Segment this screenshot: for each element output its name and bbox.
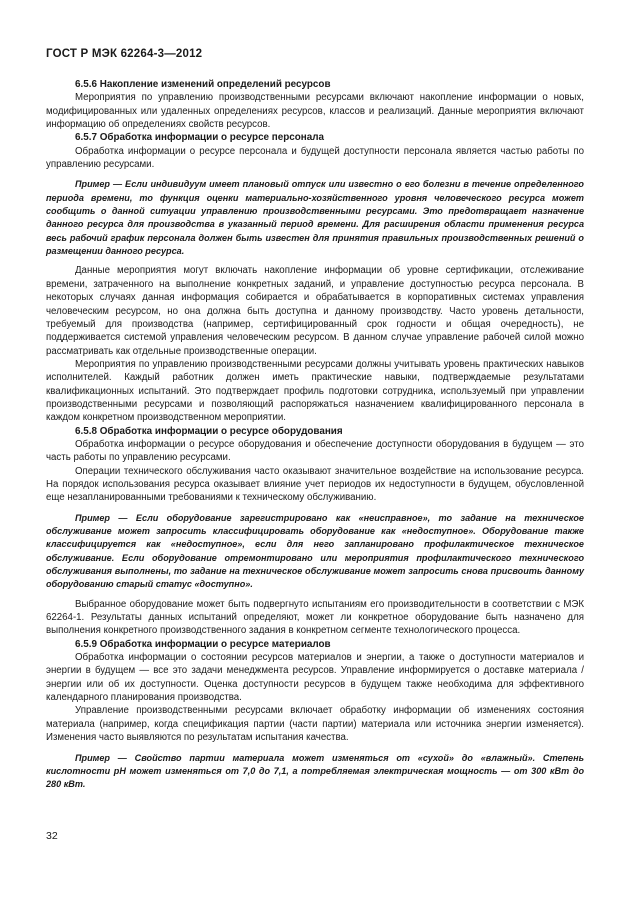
section-heading-6-5-8: 6.5.8 Обработка информации о ресурсе оборудования <box>75 425 343 437</box>
paragraph: Мероприятия по управлению производственными ресурсами включают накопление информации о новых, модифицированных или удаленных определениях ресурсов, классов и реализаций. Данные мероприятия включают информацию об определениях свойств ресурсов. <box>46 92 584 131</box>
paragraph: Обработка информации о состоянии ресурсов материалов и энергии, а также о доступности материалов и энергии в будущем — все это задачи менеджмента ресурсов. Управление информируется о доставке материала / энергии или об их доступности. Оценка доступности ресурсов в будущем также необходима для эффективного календарного планирования производства. <box>46 652 584 704</box>
example-note: Пример — Свойство партии материала может изменяться от «сухой» до «влажный». Степень кислотности pH может изменяться от 7,0 до 7,1, а потребляемая электрическая мощность — от 300 кВт до 280 кВт. <box>46 752 584 790</box>
section-heading-6-5-7: 6.5.7 Обработка информации о ресурсе персонала <box>75 132 325 144</box>
paragraph: Данные мероприятия могут включать накопление информации об уровне сертификации, отслеживание времени, затраченного на выполнение конкретных заданий, и управление доступностью ресурса персонала. В некоторых случаях данная информация собирается и обрабатывается в корпоративных системах управления человеческим ресурсом, но она должна быть доступна и данному производству. Часто уровень детальности, требуемый для производства (например, сертифицированный срок годности и общая очередность), не поддерживается системой управления человеческим ресурсом. В данном случае управление рабочей силой можно рассматривать как отдельные производственные операции. <box>46 265 584 357</box>
paragraph: Операции технического обслуживания часто оказывают значительное воздействие на использование ресурса. На порядок использования ресурса оказывает влияние учет периодов их недоступности в будущем, обусловленной еще незапланированными требованиями к техническому обслуживанию. <box>46 465 584 504</box>
paragraph: Обработка информации о ресурсе персонала и будущей доступности персонала является частью работы по управлению ресурсами. <box>46 145 584 171</box>
page-body <box>46 78 584 798</box>
example-note: Пример — Если индивидуум имеет плановый отпуск или известно о его болезни в течение определенного периода времени, то функция оценки материально-хозяйственного уровня человеческого ресурса может сообщить о данной ситуации управлению производственными ресурсами. Это предотвращает назначение данного ресурса для производства в указанный период времени. Для расширения области применения ресурса весь рабочий график персонала должен быть известен для принятия правильных производственных решений о размещении данного ресурса. <box>46 179 584 257</box>
page-number: 32 <box>46 830 58 842</box>
document-header: ГОСТ Р МЭК 62264-3—2012 <box>46 48 203 60</box>
example-note: Пример — Если оборудование зарегистрировано как «неисправное», то задание на техническое обслуживание может запросить классифицировать оборудование как «недоступное». Оборудование также классифицируется как «недоступное», если для него запланировано профилактическое техническое обслуживание. Если оборудование отремонтировано или мероприятия профилактического технического обслуживания выполнены, то задание на техническое обслуживание может запросить снова присвоить данному оборудованию старый статус «доступно». <box>46 512 584 590</box>
section-heading-6-5-6: 6.5.6 Накопление изменений определений ресурсов <box>75 79 331 90</box>
paragraph: Мероприятия по управлению производственными ресурсами должны учитывать уровень практических навыков исполнителей. Каждый работник должен иметь практические навыки, подтверждаемые результатами квалификационных испытаний. Это подтверждает профиль подготовки сотрудника, используемый при управлении производственными ресурсами и позволяющий распоряжаться назначением квалифицированного персонала в каждом конкретном производственном мероприятии. <box>46 358 584 424</box>
paragraph: Обработка информации о ресурсе оборудования и обеспечение доступности оборудования в будущем — это часть работы по управлению ресурсами. <box>46 438 584 464</box>
paragraph: Управление производственными ресурсами включает обработку информации об изменениях состояния материала (например, когда спецификация партии (части партии) материала или источника энергии изменяется). Изменения часто выявляются по результатам испытания качества. <box>46 705 584 744</box>
paragraph: Выбранное оборудование может быть подвергнуто испытаниям его производительности в соответствии с МЭК 62264-1. Результаты данных испытаний определяют, может ли конкретное оборудование быть назначено для выполнения конкретного производственного задания в конкретном сегменте технологического процесса. <box>46 598 584 637</box>
section-heading-6-5-9: 6.5.9 Обработка информации о ресурсе материалов <box>75 638 331 650</box>
